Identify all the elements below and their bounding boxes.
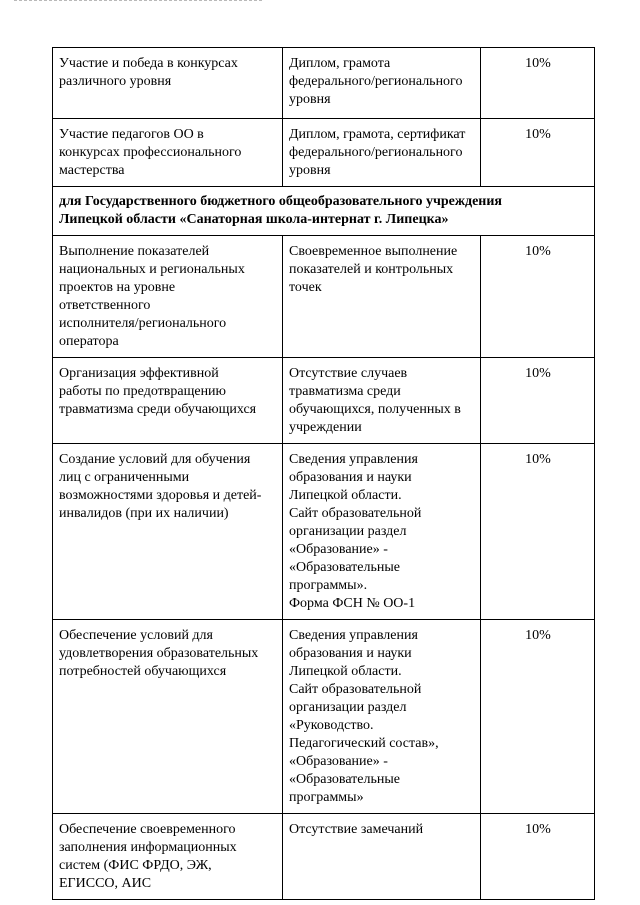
weight-cell — [481, 236, 595, 358]
weight-cell — [481, 814, 595, 900]
evidence-cell — [283, 620, 481, 814]
weight-text: 10% — [525, 244, 551, 259]
weight-cell — [481, 119, 595, 187]
weight-cell — [481, 620, 595, 814]
criterion-text: Организация эффективной работы по предотвращению травматизма среди обучающихся — [59, 366, 257, 417]
weight-text: 10% — [525, 628, 551, 643]
evidence-cell — [283, 48, 481, 119]
criterion-text: Участие педагогов ОО в конкурсах профессионального мастерства — [59, 127, 242, 178]
evidence-cell — [283, 119, 481, 187]
weight-text: 10% — [525, 56, 551, 71]
section-row — [53, 187, 595, 236]
section-title: для Государственного бюджетного общеобразовательного учреждения Липецкой области «Санаторная школа-интернат г. Липецка» — [59, 194, 503, 227]
criterion-cell — [53, 444, 283, 620]
criterion-text: Создание условий для обучения лиц с ограниченными возможностями здоровья и детей- инвалидов (при их наличии) — [59, 452, 262, 521]
table-row — [53, 236, 595, 358]
criterion-cell — [53, 236, 283, 358]
evidence-cell — [283, 814, 481, 900]
evidence-cell — [283, 236, 481, 358]
table-row — [53, 620, 595, 814]
scan-top-dashed-line — [14, 0, 262, 4]
criterion-cell — [53, 814, 283, 900]
evidence-text: Сведения управления образования и науки Липецкой области. Сайт образовательной организации раздел «Руководство. Педагогический состав», «Образование» - «Образовательные программы» — [289, 628, 439, 805]
evidence-text: Диплом, грамота, сертификат федерального/регионального уровня — [289, 127, 466, 178]
criterion-text: Выполнение показателей национальных и региональных проектов на уровне ответственного исполнителя/регионального оператора — [59, 244, 245, 349]
criterion-cell — [53, 620, 283, 814]
table-row — [53, 48, 595, 119]
criteria-table — [52, 47, 595, 900]
table-row — [53, 814, 595, 900]
evidence-cell — [283, 444, 481, 620]
criterion-cell — [53, 358, 283, 444]
evidence-cell — [283, 358, 481, 444]
table-row — [53, 444, 595, 620]
weight-text: 10% — [525, 127, 551, 142]
weight-text: 10% — [525, 452, 551, 467]
section-header-cell — [53, 187, 595, 236]
evidence-text: Сведения управления образования и науки Липецкой области. Сайт образовательной организации раздел «Образование» - «Образовательные программы». Форма ФСН № ОО-1 — [289, 452, 422, 611]
table-row — [53, 119, 595, 187]
criterion-text: Обеспечение условий для удовлетворения образовательных потребностей обучающихся — [59, 628, 259, 679]
weight-text: 10% — [525, 366, 551, 381]
weight-cell — [481, 48, 595, 119]
criterion-text: Участие и победа в конкурсах различного уровня — [59, 56, 238, 89]
evidence-text: Отсутствие замечаний — [289, 822, 424, 837]
weight-cell — [481, 444, 595, 620]
weight-text: 10% — [525, 822, 551, 837]
criterion-cell — [53, 48, 283, 119]
weight-cell — [481, 358, 595, 444]
criterion-cell — [53, 119, 283, 187]
evidence-text: Отсутствие случаев травматизма среди обучающихся, полученных в учреждении — [289, 366, 461, 435]
evidence-text: Своевременное выполнение показателей и контрольных точек — [289, 244, 458, 295]
evidence-text: Диплом, грамота федерального/регионального уровня — [289, 56, 463, 107]
table-row — [53, 358, 595, 444]
criterion-text: Обеспечение своевременного заполнения информационных систем (ФИС ФРДО, ЭЖ, ЕГИССО, АИС — [59, 822, 237, 891]
